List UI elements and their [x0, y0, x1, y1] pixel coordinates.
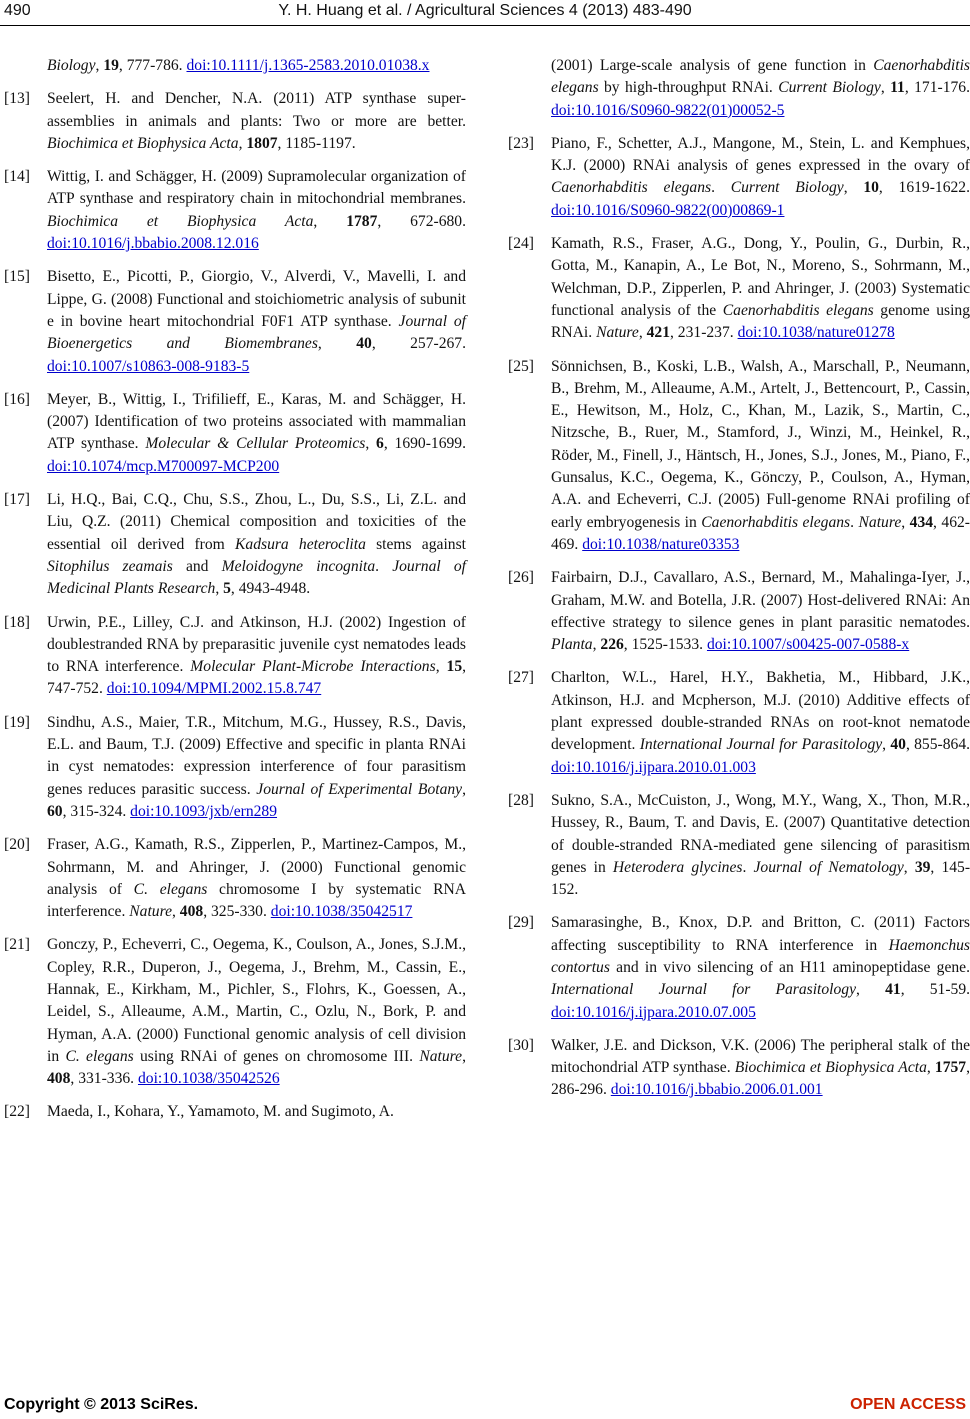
- reference-text: ,: [435, 658, 447, 676]
- reference-text: , 462-469.: [551, 513, 970, 553]
- reference-entry: [508, 55, 970, 122]
- reference-number: [28]: [508, 791, 534, 809]
- reference-number: [14]: [4, 168, 30, 186]
- reference-italic-text: Biochimica et Biophysica Acta: [47, 134, 239, 152]
- reference-volume: 40: [890, 736, 906, 754]
- reference-text: Meyer, B., Wittig, I., Trifilieff, E., Karas, M. and Schägger, H. (2007) Identification of two proteins associated with mammalian ATP synthase.: [47, 390, 466, 453]
- reference-text: ,: [462, 1047, 466, 1065]
- reference-entry: [4, 166, 466, 255]
- reference-text: ,: [901, 513, 910, 531]
- reference-text: Fraser, A.G., Kamath, R.S., Zipperlen, P., Martinez-Campos, M., Sohrmann, M. and Ahringer, J. (2000) Functional genomic analysis of: [47, 836, 466, 898]
- reference-text: ,: [317, 335, 357, 353]
- reference-text: , 325-330.: [203, 903, 271, 921]
- reference-number: [22]: [4, 1103, 30, 1121]
- reference-volume: 60: [47, 802, 63, 820]
- reference-entry: [4, 934, 466, 1090]
- reference-entry: [4, 712, 466, 823]
- reference-text: Bisetto, E., Picotti, P., Giorgio, V., Alverdi, V., Mavelli, I. and Lippe, G. (2008) Functional and stoichiometric analysis of subunit e in bovine heart mitochondrial F0F1 ATP synthase.: [47, 268, 466, 330]
- reference-text: , 51-59.: [900, 981, 970, 999]
- reference-volume: 39: [914, 858, 931, 876]
- reference-entry: [4, 55, 466, 77]
- reference-text: chromosome I by systematic RNA interference.: [47, 880, 466, 921]
- reference-text: .: [742, 858, 754, 876]
- reference-text: , 331-336.: [70, 1070, 138, 1088]
- reference-text: Sönnichsen, B., Koski, L.B., Walsh, A., Marschall, P., Neumann, B., Brehm, M., Alleaume, A.M., Artelt, J., Bettencourt, P., Cassin, E., Hewitson, M., Holz, C., Khan, M., Lazik, S., Martin, C., Nitzsche, B., Ruer, M., Stamford, J., Winzi, M., Heinkel, R., Röder, M., Finell, J., Häntsch, H., Jones, S.J., Jones, M., Piano, F., Gunsalus, K.C., Oegema, K., Gönczy, P., Coulson, A., Hyman, A.A. and Echeverri, C.J. (2005) Full-genome RNAi profiling of early embryogenesis in: [551, 357, 970, 531]
- reference-italic-text: Caenorhabditis elegans: [701, 513, 851, 531]
- doi-link[interactable]: doi:10.1016/j.ijpara.2010.07.005: [551, 1003, 756, 1021]
- doi-link[interactable]: doi:10.1111/j.1365-2583.2010.01038.x: [186, 57, 430, 74]
- reference-number: [25]: [508, 357, 534, 375]
- reference-text: .: [375, 557, 393, 575]
- reference-italic-text: Biology: [47, 57, 96, 74]
- reference-volume: 226: [600, 636, 624, 654]
- doi-link[interactable]: doi:10.1007/s00425-007-0588-x: [706, 636, 910, 654]
- reference-text: , 4943-4948.: [230, 580, 311, 598]
- reference-number: [27]: [508, 669, 534, 687]
- open-access-label: OPEN ACCESS: [850, 1396, 966, 1413]
- reference-volume: 434: [909, 513, 934, 531]
- reference-number: [16]: [4, 390, 30, 408]
- reference-entry: [508, 233, 970, 344]
- reference-text: , 1690-1699.: [383, 435, 466, 453]
- page-number: 490: [4, 2, 31, 19]
- doi-link[interactable]: doi:10.1093/jxb/ern289: [130, 802, 278, 820]
- reference-number: [30]: [508, 1036, 534, 1054]
- reference-volume: 40: [356, 335, 372, 353]
- reference-italic-text: Caenorhabditis elegans: [551, 179, 712, 197]
- reference-text: Seelert, H. and Dencher, N.A. (2011) ATP synthase super-assemblies in animals and plants: Two or more are better.: [47, 90, 466, 130]
- reference-number: [20]: [4, 836, 30, 854]
- reference-text: , 747-752.: [47, 658, 467, 698]
- reference-volume: 11: [890, 79, 905, 97]
- reference-italic-text: Biochimica et Biophysica Acta: [47, 212, 314, 230]
- reference-italic-text: Heterodera glycines: [612, 858, 743, 876]
- reference-text: ,: [903, 858, 915, 876]
- reference-italic-text: Journal of Experimental Botany: [256, 780, 463, 798]
- reference-number: [15]: [4, 268, 30, 286]
- reference-number: [13]: [4, 90, 30, 108]
- reference-text: and: [172, 557, 222, 575]
- reference-text: Walker, J.E. and Dickson, V.K. (2006) The peripheral stalk of the mitochondrial ATP synthase.: [551, 1036, 970, 1077]
- reference-text: stems against: [365, 535, 466, 553]
- doi-link[interactable]: doi:10.1094/MPMI.2002.15.8.747: [106, 680, 322, 698]
- reference-text: Gonczy, P., Echeverri, C., Oegema, K., Coulson, A., Jones, S.J.M., Copley, R.R., Duperon, J., Oegema, J., Brehm, M., Cassin, E., Hannak, E., Kirkham, M., Pichler, S., Flohrs, K., Goessen, A., Leidel, S., Alleaume, A.M., Martin, C., Ozlu, N., Bork, P. and Hyman, A.A. (2000) Functional genomic analysis of cell division in: [47, 936, 466, 1065]
- reference-italic-text: Nature: [419, 1047, 463, 1065]
- reference-volume: 1787: [346, 212, 378, 230]
- doi-link[interactable]: doi:10.1016/j.bbabio.2006.01.001: [610, 1081, 823, 1099]
- reference-text: by high-throughput RNAi.: [598, 79, 779, 97]
- doi-link[interactable]: doi:10.1038/35042517: [270, 903, 413, 921]
- reference-text: Fairbairn, D.J., Cavallaro, A.S., Bernard, M., Mahalinga-Iyer, J., Graham, M.W. and Botella, J.R. (2007) Host-delivered RNAi: An effective strategy to silence genes in plant parasitic nematodes.: [551, 569, 970, 631]
- reference-italic-text: Journal of Medicinal Plants Research: [47, 557, 466, 598]
- reference-text: .: [711, 179, 731, 197]
- reference-volume: 6: [376, 435, 384, 453]
- references-right-column: [508, 55, 970, 1113]
- doi-link[interactable]: doi:10.1016/S0960-9822(00)00869-1: [551, 201, 785, 219]
- running-head: Y. H. Huang et al. / Agricultural Sciences 4 (2013) 483-490: [278, 2, 692, 19]
- reference-entry: [4, 389, 466, 478]
- reference-text: , 1185-1197.: [277, 134, 356, 152]
- reference-entry: [508, 667, 970, 778]
- reference-italic-text: Nature: [596, 324, 639, 342]
- reference-italic-text: Molecular Plant-Microbe Interactions: [190, 658, 436, 676]
- reference-text: , 145-152.: [551, 858, 970, 899]
- reference-italic-text: International Journal for Parasitology: [639, 736, 883, 754]
- reference-text: ,: [313, 212, 347, 230]
- references-left-column: [4, 55, 466, 1135]
- doi-link[interactable]: doi:10.1038/35042526: [137, 1070, 280, 1088]
- reference-text: , 257-267.: [371, 335, 467, 353]
- reference-text: ,: [95, 57, 104, 74]
- reference-italic-text: Caenorhabditis elegans: [551, 57, 970, 97]
- reference-text: (2001) Large-scale analysis of gene function in: [551, 57, 874, 74]
- reference-text: , 231-237.: [670, 324, 738, 342]
- copyright-notice: Copyright © 2013 SciRes.: [4, 1396, 199, 1413]
- reference-italic-text: Journal of Nematology: [753, 858, 904, 876]
- reference-text: Wittig, I. and Schägger, H. (2009) Supramolecular organization of ATP synthase and respiratory chain in mitochondrial membranes.: [47, 168, 466, 208]
- reference-volume: 408: [179, 903, 204, 921]
- reference-number: [21]: [4, 936, 30, 954]
- doi-link[interactable]: doi:10.1007/s10863-008-9183-5: [47, 357, 250, 375]
- reference-text: Sindhu, A.S., Maier, T.R., Mitchum, M.G., Hussey, R.S., Davis, E.L. and Baum, T.J. (2009) Effective and specific in planta RNAi in cyst nematodes: expression interference of four parasitism genes reduces parasitic success.: [47, 713, 466, 798]
- reference-entry: [508, 133, 970, 222]
- reference-number: [19]: [4, 713, 30, 731]
- reference-text: using RNAi of genes on chromosome III.: [133, 1047, 420, 1065]
- reference-text: , 1619-1622.: [878, 179, 970, 197]
- header-rule: [0, 25, 970, 26]
- reference-text: ,: [462, 780, 467, 798]
- reference-number: [24]: [508, 235, 534, 253]
- reference-italic-text: Journal of Bioenergetics and Biomembranes: [47, 312, 466, 353]
- reference-text: , 315-324.: [62, 802, 131, 820]
- doi-link[interactable]: doi:10.1038/nature01278: [737, 324, 895, 342]
- doi-link[interactable]: doi:10.1074/mcp.M700097-MCP200: [47, 457, 280, 475]
- reference-italic-text: Nature: [129, 903, 172, 921]
- reference-italic-text: C. elegans: [65, 1047, 134, 1065]
- reference-text: ,: [365, 435, 377, 453]
- reference-text: ,: [843, 179, 864, 197]
- reference-text: Maeda, I., Kohara, Y., Yamamoto, M. and Sugimoto, A.: [47, 1103, 394, 1121]
- reference-volume: 1807: [246, 134, 278, 152]
- reference-text: , 855-864.: [905, 736, 970, 754]
- reference-entry: [4, 834, 466, 923]
- reference-text: ,: [856, 981, 886, 999]
- reference-text: , 286-296.: [551, 1059, 970, 1099]
- doi-link[interactable]: doi:10.1016/S0960-9822(01)00052-5: [551, 101, 785, 119]
- reference-text: Li, H.Q., Bai, C.Q., Chu, S.S., Zhou, L., Du, S.S., Li, Z.L. and Liu, Q.Z. (2011) Chemical composition and toxicities of the essential oil derived from: [47, 491, 466, 553]
- reference-italic-text: Planta: [551, 636, 593, 654]
- reference-text: ,: [238, 134, 247, 152]
- reference-entry: [508, 1035, 970, 1102]
- reference-text: genome using RNAi.: [551, 301, 970, 342]
- reference-text: Kamath, R.S., Fraser, A.G., Dong, Y., Poulin, G., Durbin, R., Gotta, M., Kanapin, A., Le Bot, N., Moreno, S., Sohrmann, M., Welchman, D.P., Zipperlen, P. and Ahringer, J. (2003) Systematic functional analysis of the: [551, 235, 970, 319]
- reference-italic-text: International Journal for Parasitology: [551, 981, 857, 999]
- page-footer: [0, 1396, 970, 1419]
- reference-entry: [4, 1101, 466, 1123]
- doi-link[interactable]: doi:10.1038/nature03353: [582, 535, 740, 553]
- reference-number: [23]: [508, 134, 534, 152]
- reference-text: Piano, F., Schetter, A.J., Mangone, M., Stein, L. and Kemphues, K.J. (2000) RNAi analysis of genes expressed in the ovary of: [551, 134, 970, 175]
- reference-volume: 10: [863, 179, 879, 197]
- reference-number: [29]: [508, 914, 534, 932]
- reference-text: .: [850, 513, 859, 531]
- reference-text: Urwin, P.E., Lilley, C.J. and Atkinson, H.J. (2002) Ingestion of doublestranded RNA by preparasitic juvenile cyst nematodes leads to RNA interference.: [47, 613, 466, 676]
- reference-text: ,: [880, 79, 891, 97]
- reference-number: [18]: [4, 613, 30, 631]
- reference-text: Charlton, W.L., Harel, H.Y., Bakhetia, M., Hibbard, J.K., Atkinson, H.J. and Mcpherson, M.J. (2010) Additive effects of plant expressed double-stranded RNAs on root-knot nematode development.: [551, 669, 970, 754]
- reference-volume: 15: [446, 658, 463, 676]
- reference-italic-text: Meloidogyne incognita: [221, 557, 376, 575]
- reference-volume: 41: [885, 981, 901, 999]
- reference-italic-text: Haemonchus contortus: [551, 936, 970, 976]
- reference-entry: [4, 266, 466, 377]
- reference-italic-text: Sitophilus zeamais: [47, 557, 173, 575]
- reference-italic-text: Kadsura heteroclita: [235, 535, 366, 553]
- reference-volume: 19: [103, 57, 119, 74]
- reference-entry: [4, 489, 466, 600]
- doi-link[interactable]: doi:10.1016/j.ijpara.2010.01.003: [551, 758, 756, 776]
- reference-entry: [508, 912, 970, 1023]
- reference-entry: [4, 612, 466, 701]
- reference-volume: 421: [646, 324, 670, 342]
- reference-text: and in vivo silencing of an H11 aminopeptidase gene.: [609, 958, 970, 976]
- reference-italic-text: Biochimica et Biophysica Acta: [734, 1059, 927, 1077]
- reference-entry: [508, 356, 970, 557]
- reference-text: ,: [638, 324, 647, 342]
- reference-entry: [508, 790, 970, 901]
- reference-text: ,: [592, 636, 601, 654]
- reference-text: ,: [172, 903, 180, 921]
- reference-number: [17]: [4, 491, 30, 509]
- reference-entry: [508, 567, 970, 656]
- reference-italic-text: Current Biology: [730, 179, 844, 197]
- reference-text: ,: [882, 736, 891, 754]
- doi-link[interactable]: doi:10.1016/j.bbabio.2008.12.016: [47, 235, 259, 253]
- reference-italic-text: Current Biology: [778, 79, 881, 97]
- reference-text: Sukno, S.A., McCuiston, J., Wong, M.Y., Wang, X., Thon, M.R., Hussey, R., Baum, T. and Davis, E. (2007) Quantitative detection of double-stranded RNA-mediated gene silencing of parasitism genes in: [551, 791, 970, 876]
- reference-number: [26]: [508, 569, 534, 587]
- reference-text: ,: [215, 580, 224, 598]
- reference-italic-text: Nature: [858, 513, 902, 531]
- reference-italic-text: Molecular & Cellular Proteomics: [145, 435, 366, 453]
- reference-volume: 1757: [934, 1059, 967, 1077]
- reference-entry: [4, 88, 466, 155]
- reference-volume: 5: [223, 580, 231, 598]
- reference-italic-text: Caenorhabditis elegans: [722, 301, 874, 319]
- reference-text: , 777-786.: [118, 57, 187, 74]
- reference-text: , 171-176.: [904, 79, 970, 97]
- reference-text: , 1525-1533.: [623, 636, 707, 654]
- reference-text: ,: [926, 1059, 935, 1077]
- reference-text: , 672-680.: [377, 212, 467, 230]
- page-header: [0, 0, 970, 26]
- reference-italic-text: C. elegans: [133, 880, 208, 898]
- reference-text: Samarasinghe, B., Knox, D.P. and Britton, C. (2011) Factors affecting susceptibility to RNA interference in: [551, 914, 970, 954]
- reference-volume: 408: [47, 1070, 71, 1088]
